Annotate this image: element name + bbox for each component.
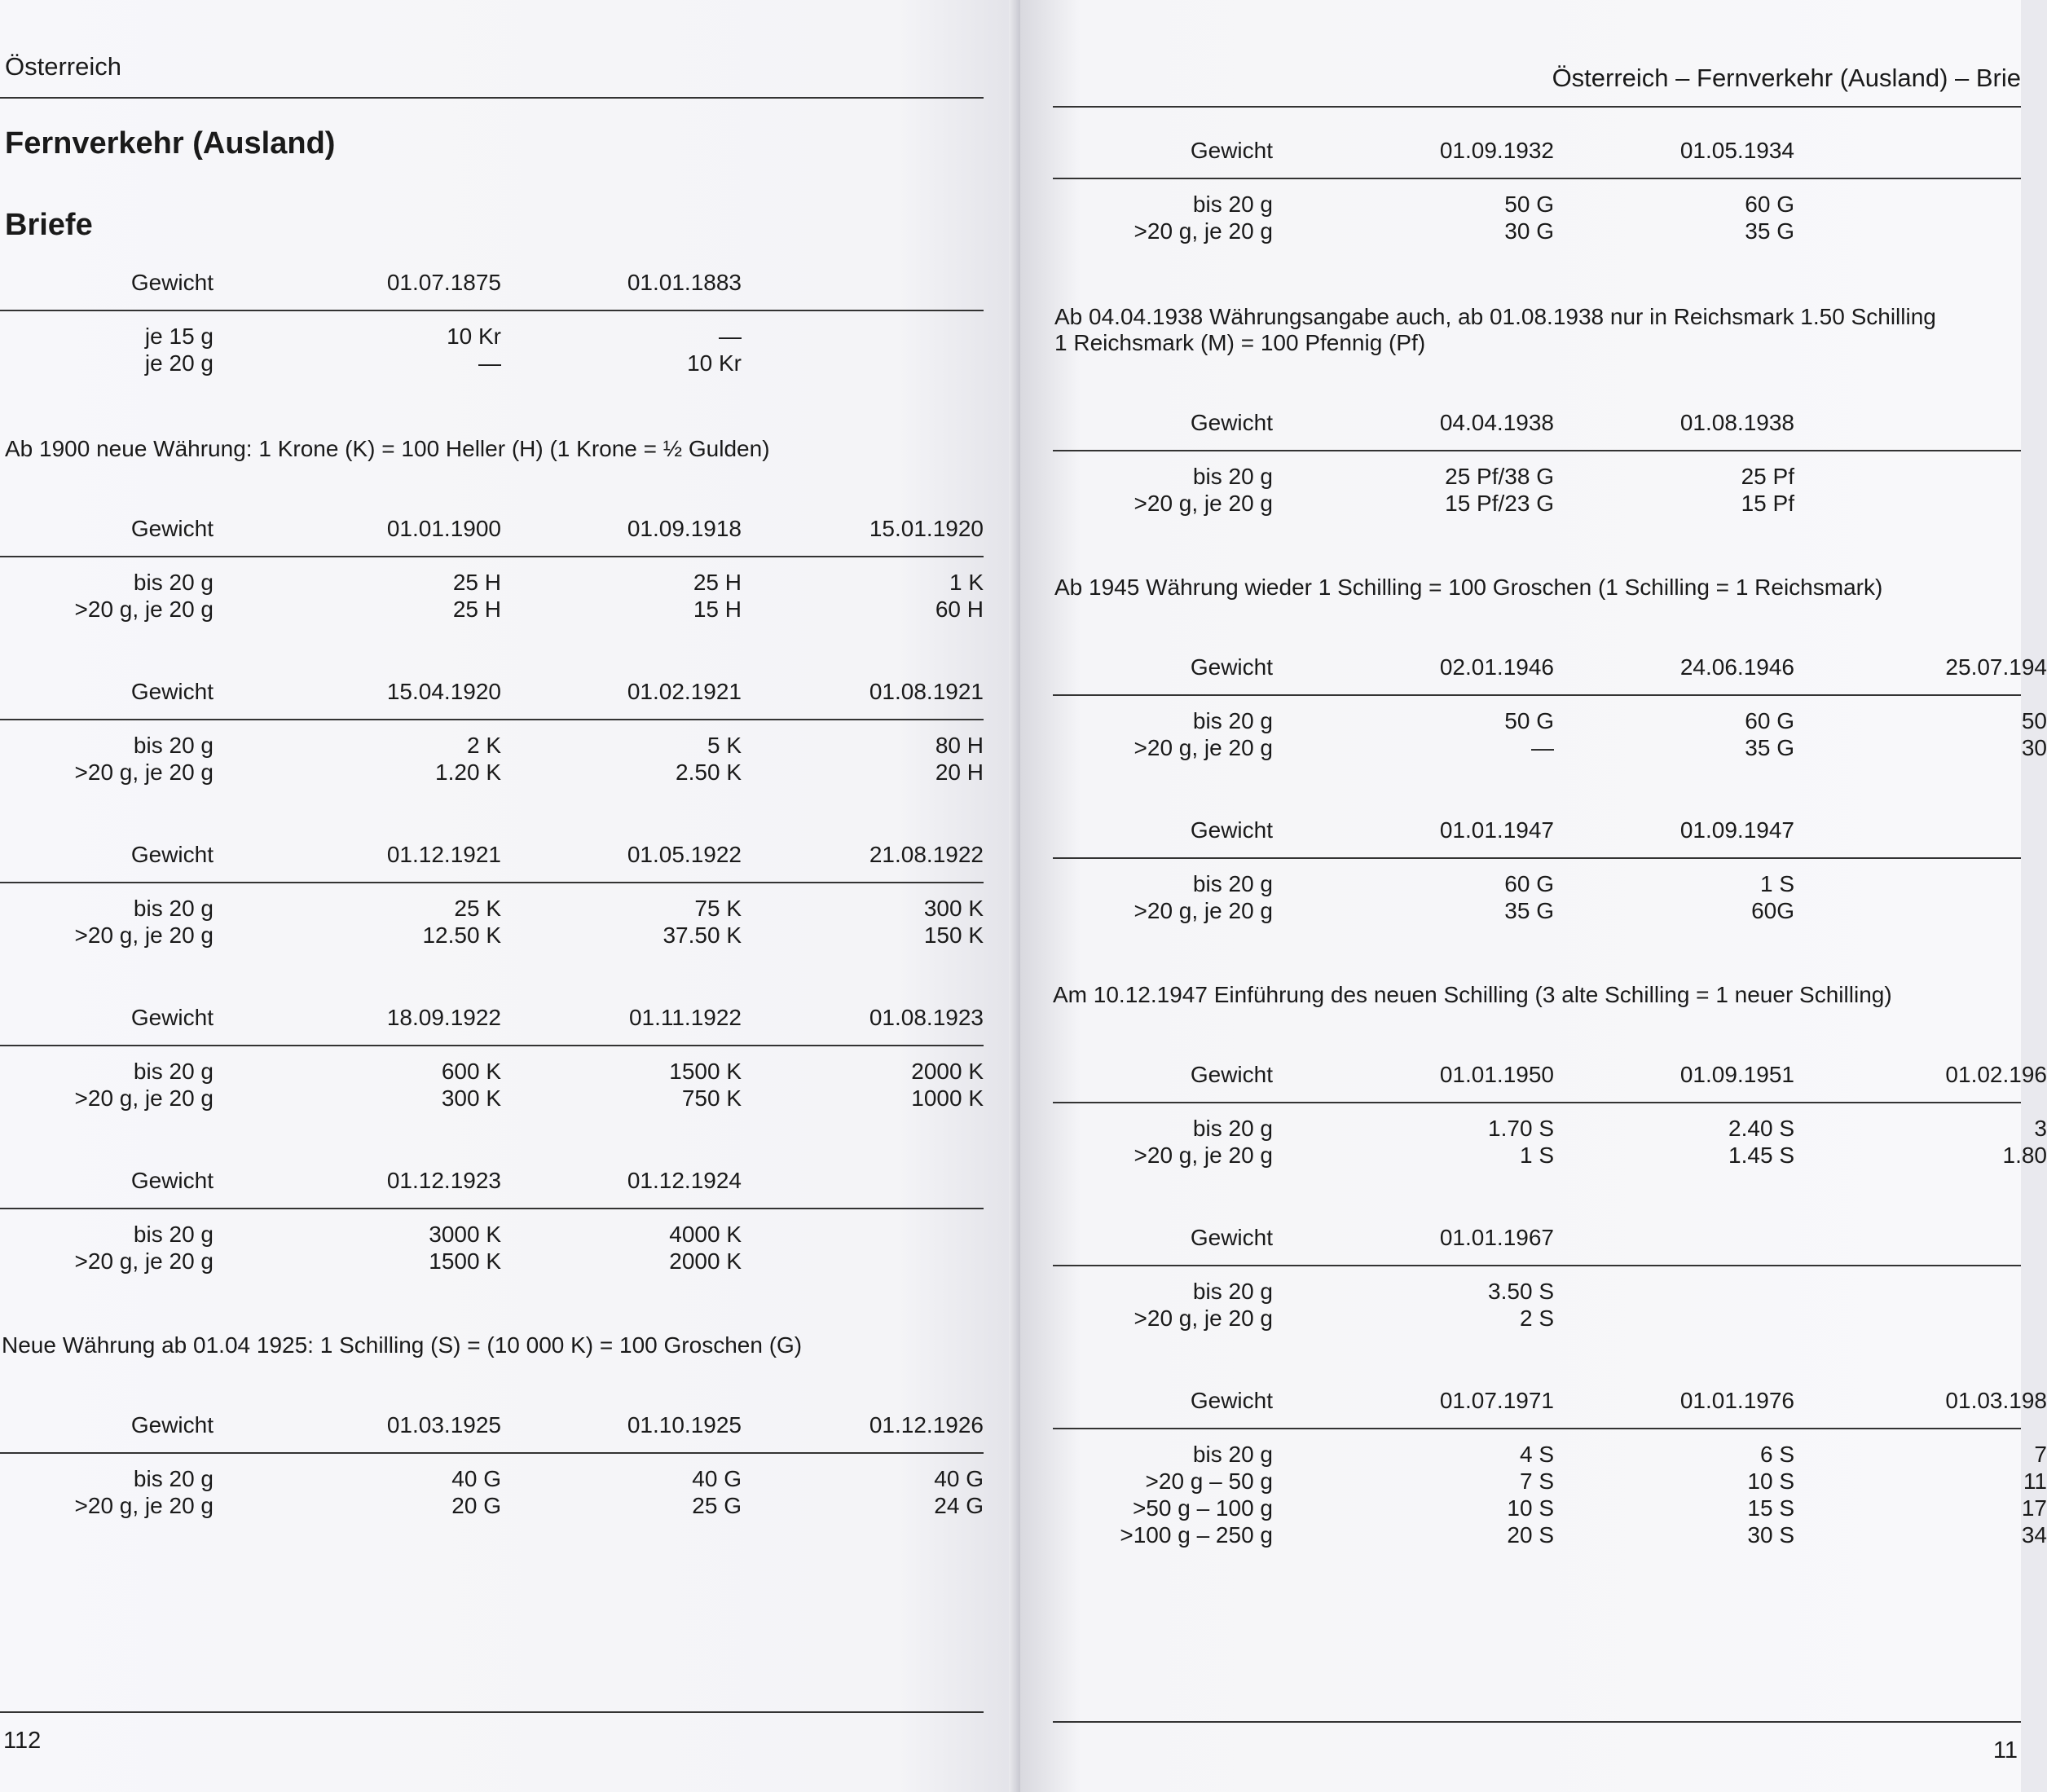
table-header-rule <box>1053 450 2021 451</box>
rate-cell: 40 G <box>451 1466 501 1491</box>
weight-cell: bis 20 g <box>133 896 214 921</box>
rate-cell: 17 <box>2021 1495 2047 1521</box>
rate-cell: 60 H <box>935 597 984 622</box>
page-number: 112 <box>3 1728 42 1754</box>
rate-cell: 35 G <box>1504 898 1554 923</box>
footer-rule <box>1053 1721 2021 1723</box>
weight-column-header: Gewicht <box>1190 817 1273 843</box>
currency-note: Ab 1900 neue Währung: 1 Krone (K) = 100 Heller (H) (1 Krone = ½ Gulden) <box>5 436 770 461</box>
weight-cell: >20 g, je 20 g <box>74 922 214 948</box>
rate-cell: 15 S <box>1747 1495 1794 1521</box>
weight-column-header: Gewicht <box>130 1005 214 1030</box>
rate-cell: 20 G <box>451 1493 501 1518</box>
date-column-header: 01.09.1947 <box>1679 817 1794 843</box>
rate-cell: 1500 K <box>429 1248 501 1274</box>
rate-cell: 37.50 K <box>663 922 742 948</box>
date-column-header: 01.05.1934 <box>1679 138 1794 163</box>
rate-cell: 25 G <box>692 1493 742 1518</box>
rate-table <box>0 841 1020 996</box>
currency-note: 1 Reichsmark (M) = 100 Pfennig (Pf) <box>1054 330 1426 355</box>
rate-table <box>1020 1061 2047 1216</box>
date-column-header: 01.01.1900 <box>386 516 501 541</box>
rate-cell: 1.20 K <box>435 760 501 785</box>
rate-cell: 10 S <box>1747 1468 1794 1494</box>
date-column-header: 01.07.1875 <box>386 270 501 295</box>
rate-table <box>0 1167 1020 1322</box>
date-column-header: 02.01.1946 <box>1439 654 1554 680</box>
weight-cell: >20 g, je 20 g <box>74 1493 214 1518</box>
rate-cell: 80 H <box>935 733 984 758</box>
weight-cell: bis 20 g <box>133 1059 214 1084</box>
rate-cell: 40 G <box>934 1466 984 1491</box>
table-header-rule <box>1053 1102 2021 1103</box>
rate-cell: 50 G <box>1504 192 1554 217</box>
date-column-header: 01.01.1967 <box>1439 1225 1554 1250</box>
rate-cell: 40 G <box>692 1466 742 1491</box>
weight-cell: bis 20 g <box>133 733 214 758</box>
currency-note: Neue Währung ab 01.04 1925: 1 Schilling (S) = (10 000 K) = 100 Groschen (G) <box>2 1332 803 1358</box>
rate-cell: — <box>478 350 501 376</box>
currency-note: Ab 1945 Währung wieder 1 Schilling = 100 Groschen (1 Schilling = 1 Reichsmark) <box>1054 575 1883 600</box>
rate-cell: 150 K <box>923 922 984 948</box>
rate-cell: 75 K <box>694 896 742 921</box>
rate-cell: 10 Kr <box>447 324 501 349</box>
date-column-header: 01.02.1921 <box>627 679 742 704</box>
rate-cell: 1 K <box>949 570 984 595</box>
date-column-header: 01.12.1923 <box>386 1168 501 1193</box>
rate-cell: 50 G <box>1504 708 1554 733</box>
weight-cell: >20 g, je 20 g <box>1134 1143 1273 1168</box>
rate-table <box>0 1411 1020 1566</box>
rate-cell: — <box>719 324 742 349</box>
rate-cell: 300 K <box>441 1085 501 1111</box>
rate-cell: 25 H <box>452 597 501 622</box>
rate-cell: 20 H <box>935 760 984 785</box>
rate-cell: 1500 K <box>669 1059 742 1084</box>
rate-cell: 10 Kr <box>687 350 742 376</box>
table-header-rule <box>0 1045 984 1046</box>
rate-table <box>0 515 1020 670</box>
rate-cell: 2 S <box>1519 1305 1554 1331</box>
rate-cell: 1 S <box>1759 871 1794 896</box>
rate-table <box>1020 137 2021 292</box>
date-column-header: 18.09.1922 <box>386 1005 501 1030</box>
date-column-header: 01.01.1976 <box>1679 1388 1794 1413</box>
rate-cell: 3.50 S <box>1488 1279 1554 1304</box>
footer-rule <box>0 1711 984 1713</box>
date-column-header: 01.01.1883 <box>627 270 742 295</box>
rate-cell: 2000 K <box>669 1248 742 1274</box>
weight-column-header: Gewicht <box>130 270 214 295</box>
rate-cell: 7 <box>2034 1442 2047 1467</box>
subsection-title: Briefe <box>5 208 93 242</box>
date-column-header: 01.07.1971 <box>1439 1388 1554 1413</box>
rate-cell: 2.40 S <box>1728 1116 1794 1141</box>
date-column-header: 24.06.1946 <box>1679 654 1794 680</box>
date-column-header: 01.03.198 <box>1945 1388 2047 1413</box>
rate-cell: 25 Pf <box>1741 464 1794 489</box>
rate-cell: 20 S <box>1507 1522 1554 1548</box>
weight-cell: bis 20 g <box>1192 192 1273 217</box>
date-column-header: 01.05.1922 <box>627 842 742 867</box>
weight-cell: >20 g, je 20 g <box>1134 491 1273 516</box>
weight-cell: bis 20 g <box>1192 464 1273 489</box>
weight-cell: >20 g, je 20 g <box>74 760 214 785</box>
rate-cell: 60 G <box>1504 871 1554 896</box>
weight-cell: >20 g – 50 g <box>1145 1468 1273 1494</box>
date-column-header: 25.07.194 <box>1945 654 2047 680</box>
date-column-header: 01.01.1947 <box>1439 817 1554 843</box>
rate-table <box>1020 409 2021 564</box>
weight-cell: bis 20 g <box>133 1222 214 1247</box>
rate-cell: 750 K <box>681 1085 742 1111</box>
rate-cell: 4000 K <box>669 1222 742 1247</box>
date-column-header: 01.09.1951 <box>1679 1062 1794 1087</box>
rate-cell: 34 <box>2021 1522 2047 1548</box>
rate-cell: 60 G <box>1745 708 1794 733</box>
date-column-header: 01.08.1921 <box>869 679 984 704</box>
rate-cell: 60 G <box>1745 192 1794 217</box>
table-header-rule <box>1053 857 2021 859</box>
rate-cell: 2.50 K <box>676 760 742 785</box>
page-number: 11 <box>1992 1737 2018 1763</box>
weight-column-header: Gewicht <box>1190 410 1273 435</box>
rate-table <box>1020 1387 2047 1548</box>
table-header-rule <box>1053 1428 2021 1429</box>
weight-cell: >20 g, je 20 g <box>74 1085 214 1111</box>
running-head: Österreich <box>5 52 121 81</box>
running-head-rule <box>0 97 984 99</box>
running-head: Österreich – Fernverkehr (Ausland) – Brie <box>1552 64 2021 92</box>
rate-table <box>1020 1224 2021 1379</box>
rate-cell: 1.80 <box>2002 1143 2047 1168</box>
rate-cell: 11 <box>2023 1468 2047 1494</box>
rate-cell: 10 S <box>1507 1495 1554 1521</box>
rate-cell: 2 K <box>466 733 501 758</box>
rate-cell: 25 H <box>693 570 742 595</box>
table-header-rule <box>0 1452 984 1454</box>
rate-table <box>1020 654 2047 808</box>
date-column-header: 01.09.1918 <box>627 516 742 541</box>
rate-cell: 3 <box>2034 1116 2047 1141</box>
date-column-header: 01.09.1932 <box>1439 138 1554 163</box>
rate-cell: 35 G <box>1745 735 1794 760</box>
weight-cell: bis 20 g <box>1192 1279 1273 1304</box>
weight-column-header: Gewicht <box>1190 1225 1273 1250</box>
rate-cell: 50 <box>2021 708 2047 733</box>
weight-cell: bis 20 g <box>1192 1442 1273 1467</box>
weight-cell: bis 20 g <box>1192 871 1273 896</box>
date-column-header: 01.03.1925 <box>386 1412 501 1438</box>
date-column-header: 01.12.1924 <box>627 1168 742 1193</box>
weight-column-header: Gewicht <box>1190 654 1273 680</box>
table-header-rule <box>0 882 984 883</box>
rate-cell: 15 Pf <box>1741 491 1794 516</box>
date-column-header: 01.12.1921 <box>386 842 501 867</box>
rate-cell: — <box>1531 735 1554 760</box>
weight-cell: >20 g, je 20 g <box>1134 1305 1273 1331</box>
rate-cell: 1.70 S <box>1488 1116 1554 1141</box>
rate-cell: 15 Pf/23 G <box>1445 491 1554 516</box>
rate-table <box>0 269 1020 424</box>
date-column-header: 04.04.1938 <box>1439 410 1554 435</box>
weight-cell: >20 g, je 20 g <box>1134 735 1273 760</box>
date-column-header: 01.11.1922 <box>628 1005 742 1030</box>
weight-column-header: Gewicht <box>130 1168 214 1193</box>
weight-cell: bis 20 g <box>1192 1116 1273 1141</box>
weight-cell: >20 g, je 20 g <box>1134 218 1273 244</box>
weight-cell: >20 g, je 20 g <box>1134 898 1273 923</box>
rate-cell: 1.45 S <box>1728 1143 1794 1168</box>
weight-column-header: Gewicht <box>1190 1062 1273 1087</box>
currency-note: Ab 04.04.1938 Währungsangabe auch, ab 01.08.1938 nur in Reichsmark 1.50 Schilling <box>1054 304 1936 329</box>
weight-cell: bis 20 g <box>133 1466 214 1491</box>
date-column-header: 15.04.1920 <box>386 679 501 704</box>
date-column-header: 01.10.1925 <box>627 1412 742 1438</box>
rate-cell: 4 S <box>1519 1442 1554 1467</box>
rate-cell: 1000 K <box>911 1085 984 1111</box>
date-column-header: 15.01.1920 <box>869 516 984 541</box>
rate-table <box>1020 817 2021 971</box>
rate-cell: 24 G <box>934 1493 984 1518</box>
weight-cell: >100 g – 250 g <box>1120 1522 1273 1548</box>
rate-cell: 30 G <box>1504 218 1554 244</box>
table-header-rule <box>1053 694 2021 696</box>
rate-cell: 5 K <box>707 733 742 758</box>
weight-cell: je 15 g <box>144 324 214 349</box>
weight-cell: bis 20 g <box>1192 708 1273 733</box>
table-header-rule <box>0 310 984 311</box>
left-page <box>0 0 1020 1792</box>
rate-table <box>0 1004 1020 1159</box>
date-column-header: 01.01.1950 <box>1439 1062 1554 1087</box>
rate-cell: 25 Pf/38 G <box>1445 464 1554 489</box>
date-column-header: 21.08.1922 <box>869 842 984 867</box>
rate-cell: 300 K <box>923 896 984 921</box>
weight-cell: >20 g, je 20 g <box>74 597 214 622</box>
weight-column-header: Gewicht <box>130 1412 214 1438</box>
table-header-rule <box>1053 1265 2021 1266</box>
weight-cell: bis 20 g <box>133 570 214 595</box>
date-column-header: 01.12.1926 <box>869 1412 984 1438</box>
table-header-rule <box>1053 178 2021 179</box>
weight-column-header: Gewicht <box>1190 1388 1273 1413</box>
table-header-rule <box>0 556 984 557</box>
table-header-rule <box>0 1208 984 1209</box>
rate-cell: 600 K <box>441 1059 501 1084</box>
rate-cell: 35 G <box>1745 218 1794 244</box>
rate-cell: 6 S <box>1759 1442 1794 1467</box>
currency-note: Am 10.12.1947 Einführung des neuen Schilling (3 alte Schilling = 1 neuer Schilling) <box>1053 982 1892 1007</box>
weight-column-header: Gewicht <box>130 516 214 541</box>
date-column-header: 01.02.196 <box>1945 1062 2047 1087</box>
date-column-header: 01.08.1923 <box>869 1005 984 1030</box>
weight-column-header: Gewicht <box>1190 138 1273 163</box>
weight-cell: >50 g – 100 g <box>1132 1495 1273 1521</box>
rate-cell: 3000 K <box>429 1222 501 1247</box>
section-title: Fernverkehr (Ausland) <box>5 126 336 161</box>
rate-cell: 60G <box>1751 898 1794 923</box>
weight-cell: >20 g, je 20 g <box>74 1248 214 1274</box>
rate-cell: 25 K <box>454 896 501 921</box>
right-page <box>1020 0 2047 1792</box>
date-column-header: 01.08.1938 <box>1679 410 1794 435</box>
weight-column-header: Gewicht <box>130 679 214 704</box>
table-header-rule <box>0 719 984 720</box>
rate-cell: 15 H <box>693 597 742 622</box>
rate-cell: 30 <box>2021 735 2047 760</box>
rate-cell: 12.50 K <box>422 922 501 948</box>
weight-cell: je 20 g <box>144 350 214 376</box>
rate-cell: 7 S <box>1519 1468 1554 1494</box>
rate-cell: 25 H <box>452 570 501 595</box>
rate-cell: 30 S <box>1747 1522 1794 1548</box>
rate-cell: 1 S <box>1519 1143 1554 1168</box>
weight-column-header: Gewicht <box>130 842 214 867</box>
rate-table <box>0 678 1020 833</box>
rate-cell: 2000 K <box>911 1059 984 1084</box>
running-head-rule <box>1053 106 2021 108</box>
